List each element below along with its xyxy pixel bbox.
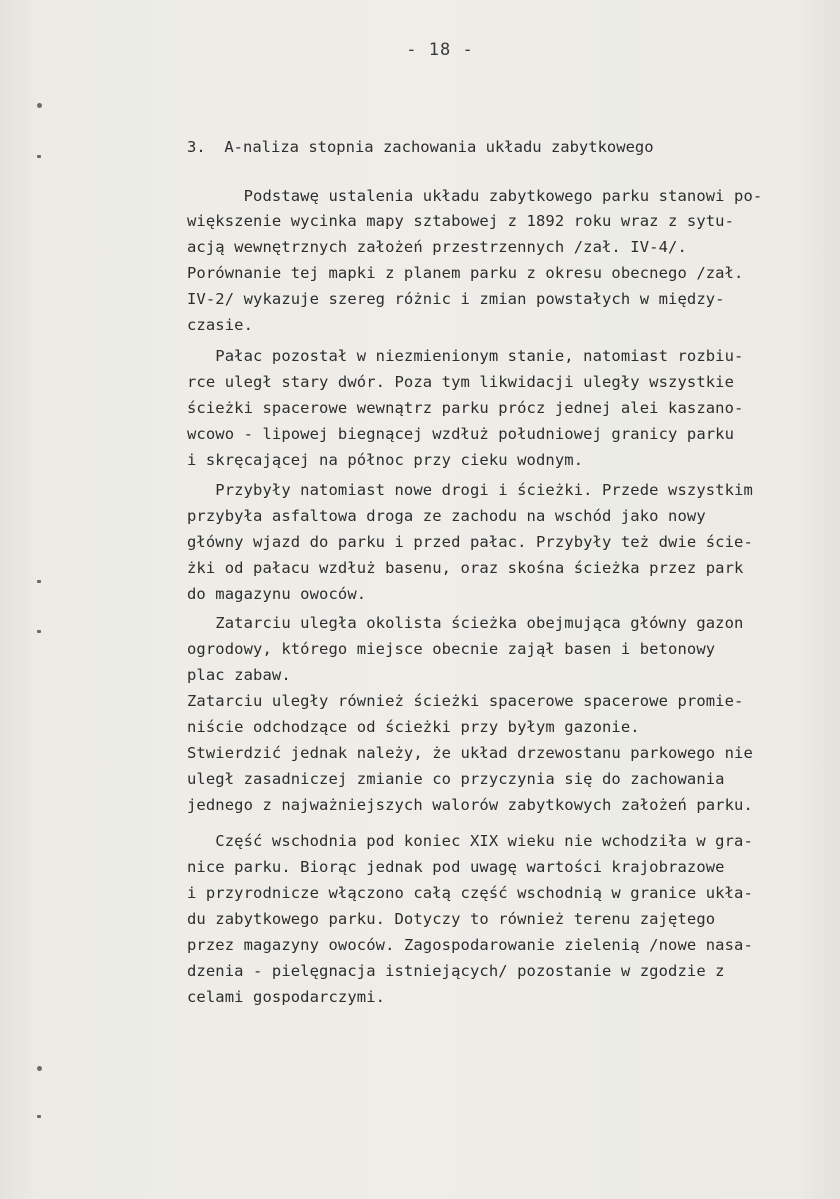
text-line: przez magazyny owoców. Zagospodarowanie zielenią /nowe nasa- [187, 936, 753, 954]
punch-hole-mark [37, 1115, 41, 1118]
page-number: - 18 - [406, 40, 474, 60]
text-line: ścieżki spacerowe wewnątrz parku prócz jednej alei kaszano- [187, 399, 744, 417]
punch-hole-mark [37, 155, 41, 158]
text-line: Przybyły natomiast nowe drogi i ścieżki. Przede wszystkim [187, 481, 753, 499]
text-line: wcowo - lipowej biegnącej wzdłuż południowej granicy parku [187, 425, 735, 443]
text-line: większenie wycinka mapy sztabowej z 1892 roku wraz z sytu- [187, 212, 735, 230]
text-line: Stwierdzić jednak należy, że układ drzewostanu parkowego nie [187, 744, 753, 762]
text-line: uległ zasadniczej zmianie co przyczynia się do zachowania [187, 770, 725, 788]
text-line: Pałac pozostał w niezmienionym stanie, natomiast rozbiu- [187, 347, 744, 365]
text-line: Podstawę ustalenia układu zabytkowego parku stanowi po- [187, 187, 763, 205]
punch-hole-mark [37, 103, 42, 108]
text-line: IV-2/ wykazuje szereg różnic i zmian powstałych w między- [187, 290, 725, 308]
text-line: du zabytkowego parku. Dotyczy to również terenu zajętego [187, 910, 716, 928]
punch-hole-mark [37, 1066, 42, 1071]
punch-hole-mark [37, 580, 41, 583]
text-line: i przyrodnicze włączono całą część wschodnią w granice ukła- [187, 884, 753, 902]
text-line: nice parku. Biorąc jednak pod uwagę wartości krajobrazowe [187, 858, 725, 876]
text-line: niście odchodzące od ścieżki przy byłym gazonie. [187, 718, 640, 736]
text-line: i skręcającej na północ przy cieku wodnym. [187, 451, 584, 469]
text-line: żki od pałacu wzdłuż basenu, oraz skośna ścieżka przez park [187, 559, 744, 577]
text-line: główny wjazd do parku i przed pałac. Przybyły też dwie ście- [187, 533, 753, 551]
text-line: celami gospodarczymi. [187, 988, 386, 1006]
text-line: acją wewnętrznych założeń przestrzennych /zał. IV-4/. [187, 238, 687, 256]
text-line: Porównanie tej mapki z planem parku z okresu obecnego /zał. [187, 264, 744, 282]
punch-hole-mark [37, 630, 41, 633]
text-line: Część wschodnia pod koniec XIX wieku nie wchodziła w gra- [187, 832, 753, 850]
text-line: rce uległ stary dwór. Poza tym likwidacji uległy wszystkie [187, 373, 735, 391]
text-line: Zatarciu uległy również ścieżki spacerowe spacerowe promie- [187, 692, 744, 710]
text-line: przybyła asfaltowa droga ze zachodu na wschód jako nowy [187, 507, 706, 525]
section-heading: 3. A-naliza stopnia zachowania układu zabytkowego [187, 138, 654, 156]
text-line: Zatarciu uległa okolista ścieżka obejmująca główny gazon [187, 614, 744, 632]
text-line: dzenia - pielęgnacja istniejących/ pozostanie w zgodzie z [187, 962, 725, 980]
text-line: do magazynu owoców. [187, 585, 367, 603]
text-line: czasie. [187, 316, 254, 334]
text-line: ogrodowy, którego miejsce obecnie zajął basen i betonowy [187, 640, 716, 658]
text-line: plac zabaw. [187, 666, 291, 684]
text-line: jednego z najważniejszych walorów zabytkowych założeń parku. [187, 796, 753, 814]
